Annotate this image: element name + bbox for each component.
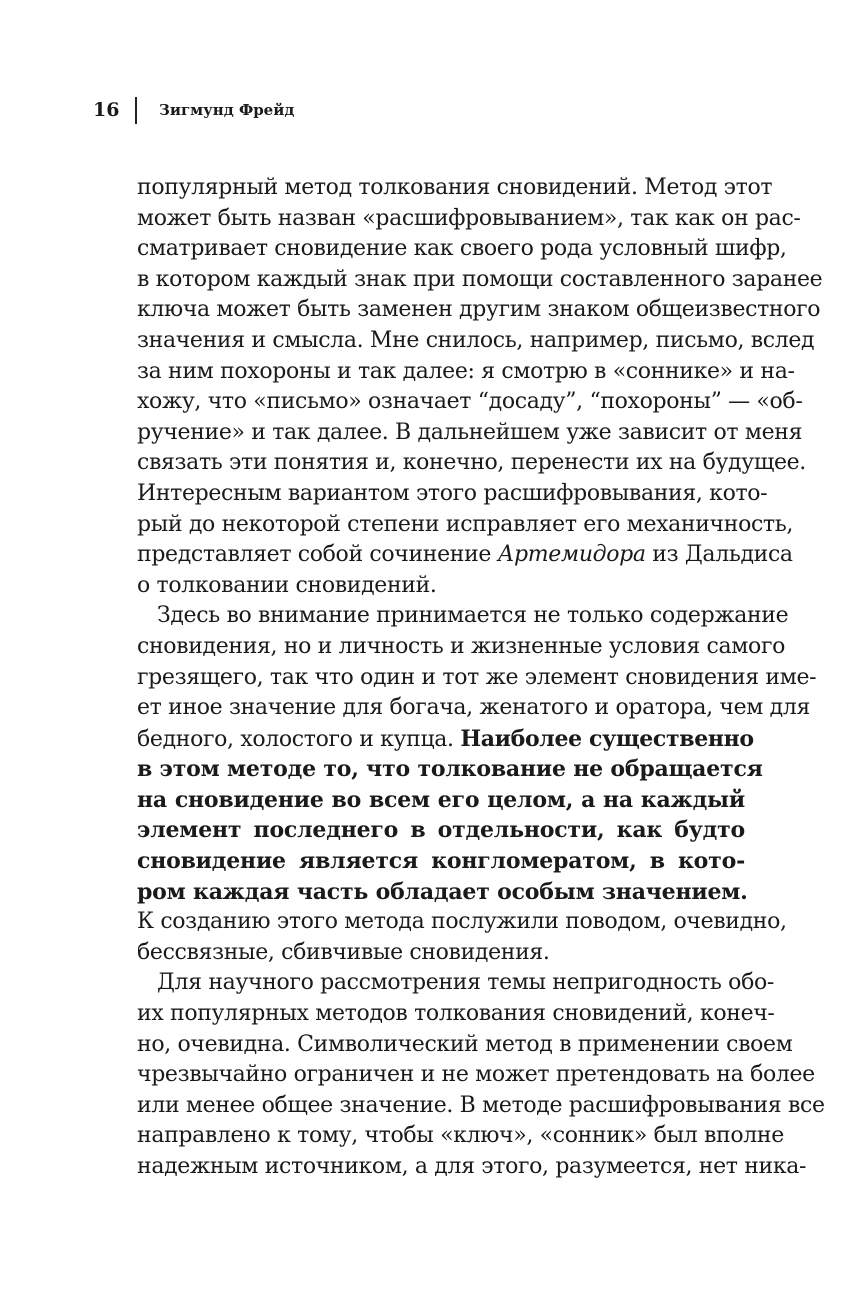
- bold-text-line: элемент последнего в отдельности, как будто: [137, 817, 745, 844]
- text-line: ет иное значение для богача, женатого и оратора, чем для: [137, 695, 811, 721]
- text-line: Для научного рассмотрения темы непригодность обо-: [157, 970, 774, 996]
- text-line: в котором каждый знак при помощи составленного заранее: [137, 266, 823, 292]
- text-line: надежным источником, а для этого, разумеется, нет ника-: [137, 1154, 807, 1179]
- text-line: за ним похороны и так далее: я смотрю в «соннике» и на-: [137, 358, 795, 384]
- text-line: сновидения, но и личность и жизненные условия самого: [137, 633, 786, 659]
- bold-text-line: сновидение является конгломератом, в кото-: [137, 848, 745, 875]
- italic-name: Артемидора: [497, 542, 646, 568]
- page-number: 16: [93, 99, 120, 121]
- text-line: связать эти понятия и, конечно, перенести их на будущее.: [137, 450, 806, 476]
- text-line: Здесь во внимание принимается не только содержание: [157, 603, 789, 629]
- text-run: представляет собой сочинение: [137, 542, 498, 568]
- text-line: бессвязные, сбивчивые сновидения.: [137, 939, 550, 965]
- text-line: [137, 540, 793, 571]
- text-line: [137, 724, 754, 755]
- text-line: значения и смысла. Мне снилось, например, письмо, вслед: [137, 327, 815, 353]
- text-line: или менее общее значение. В методе расшифровывания все: [137, 1092, 825, 1118]
- text-line: популярный метод толкования сновидений. Метод этот: [137, 175, 773, 200]
- text-line: сматривает сновидение как своего рода условный шифр,: [137, 236, 787, 262]
- text-line: ручение» и так далее. В дальнейшем уже зависит от меня: [137, 419, 803, 445]
- text-line: ключа может быть заменен другим знаком общеизвестного: [137, 297, 821, 323]
- text-line: чрезвычайно ограничен и не может претендовать на более: [137, 1062, 815, 1088]
- text-run: бедного, холостого и купца.: [137, 726, 461, 752]
- text-line: но, очевидна. Символический метод в применении своем: [137, 1031, 793, 1057]
- text-line: Интересным вариантом этого расшифровывания, кото-: [137, 480, 768, 506]
- text-line: их популярных методов толкования сновидений, конеч-: [137, 1001, 775, 1027]
- text-line: может быть назван «расшифровыванием», так как он рас-: [137, 205, 801, 231]
- text-line: направлено к тому, чтобы «ключ», «сонник» был вполне: [137, 1123, 784, 1149]
- body-text: [137, 173, 825, 1183]
- text-line: о толковании сновидений.: [137, 572, 437, 598]
- author-name: Зигмунд Фрейд: [159, 101, 295, 119]
- text-line: К созданию этого метода послужили поводом, очевидно,: [137, 909, 787, 935]
- bold-text-line: на сновидение во всем его целом, а на каждый: [137, 786, 745, 813]
- text-line: хожу, что «письмо» означает “досаду”, “похороны” — «об-: [137, 389, 803, 415]
- bold-run: Наиболее существенно: [460, 725, 754, 752]
- bold-text-line: в этом методе то, что толкование не обращается: [137, 756, 763, 783]
- running-head: [93, 97, 294, 123]
- bold-text-line: ром каждая часть обладает особым значением.: [137, 878, 748, 905]
- text-line: рый до некоторой степени исправляет его механичность,: [137, 511, 794, 537]
- text-run: из Дальдиса: [645, 542, 793, 568]
- text-line: грезящего, так что один и тот же элемент сновидения име-: [137, 664, 817, 690]
- header-divider: [135, 97, 137, 124]
